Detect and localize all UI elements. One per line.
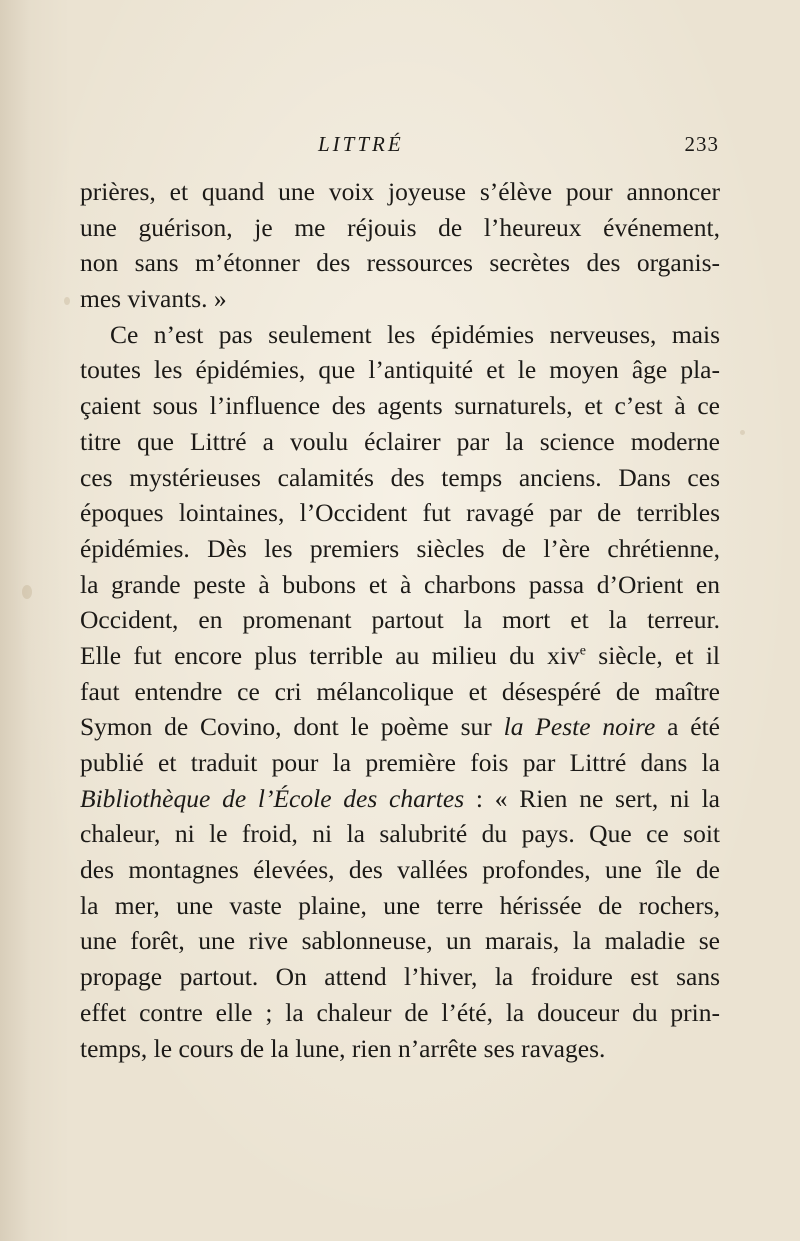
body-text [80,174,720,1066]
text-line: faut entendre ce cri mélancolique et désespéré de maître [80,676,720,706]
superscript: e [579,643,586,659]
text-line: une forêt, une rive sablonneuse, un marais, la maladie se [80,926,720,956]
text-line: publié et traduit pour la première fois par Littré dans la [80,748,720,777]
page-header [0,128,800,164]
text-line: propage partout. On attend l’hiver, la froidure est sans [80,962,720,992]
foxing-spot [64,297,70,305]
text-line: toutes les épidémies, que l’antiquité et le moyen âge pla- [80,355,720,385]
text-line: çaient sous l’influence des agents surnaturels, et c’est à ce [80,391,720,421]
text-segment: siècle, et il [585,640,720,670]
text-line: des montagnes élevées, des vallées profondes, une île de [80,855,720,885]
text-line: une guérison, je me réjouis de l’heureux événement, [80,212,720,242]
text-line: prières, et quand une voix joyeuse s’élève pour annoncer [80,177,720,206]
foxing-spot [22,585,32,599]
text-segment: Elle fut encore plus terrible au milieu du xiv [80,640,580,670]
paragraph-start-line: Ce n’est pas seulement les épidémies nerveuses, mais [110,319,720,349]
running-head: LITTRÉ [318,132,404,156]
text-line: Occident, en promenant partout la mort et la terreur. [80,605,720,635]
text-line: ces mystérieuses calamités des temps anciens. Dans ces [80,462,720,492]
text-line: mes vivants. » [80,284,227,314]
text-line-century [80,638,720,674]
text-line: temps, le cours de la lune, rien n’arrête ses ravages. [80,1033,606,1063]
text-line-title [80,709,720,745]
italic-title: la Peste noire [503,712,656,742]
text-line: époques lointaines, l’Occident fut ravagé par de terribles [80,498,720,528]
text-line: chaleur, ni le froid, ni la salubrité du pays. Que ce soit [80,819,720,849]
text-segment: Symon de Covino, dont le poème sur [80,712,504,742]
page-number: 233 [684,132,719,156]
text-line: épidémies. Dès les premiers siècles de l’ère chrétienne, [80,533,720,563]
text-segment: : « Rien ne sert, ni la [464,783,720,813]
text-line: non sans m’étonner des ressources secrètes des organis- [80,248,720,278]
text-line: titre que Littré a voulu éclairer par la science moderne [80,426,720,456]
italic-journal: Bibliothèque de l’École des chartes [80,783,465,813]
text-line: effet contre elle ; la chaleur de l’été, la douceur du prin- [80,997,720,1027]
text-line: la mer, une vaste plaine, une terre hérissée de rochers, [80,890,720,920]
foxing-spot [740,430,745,435]
text-segment: a été [655,712,721,742]
text-line-journal [80,781,720,817]
text-line: la grande peste à bubons et à charbons passa d’Orient en [80,569,720,599]
